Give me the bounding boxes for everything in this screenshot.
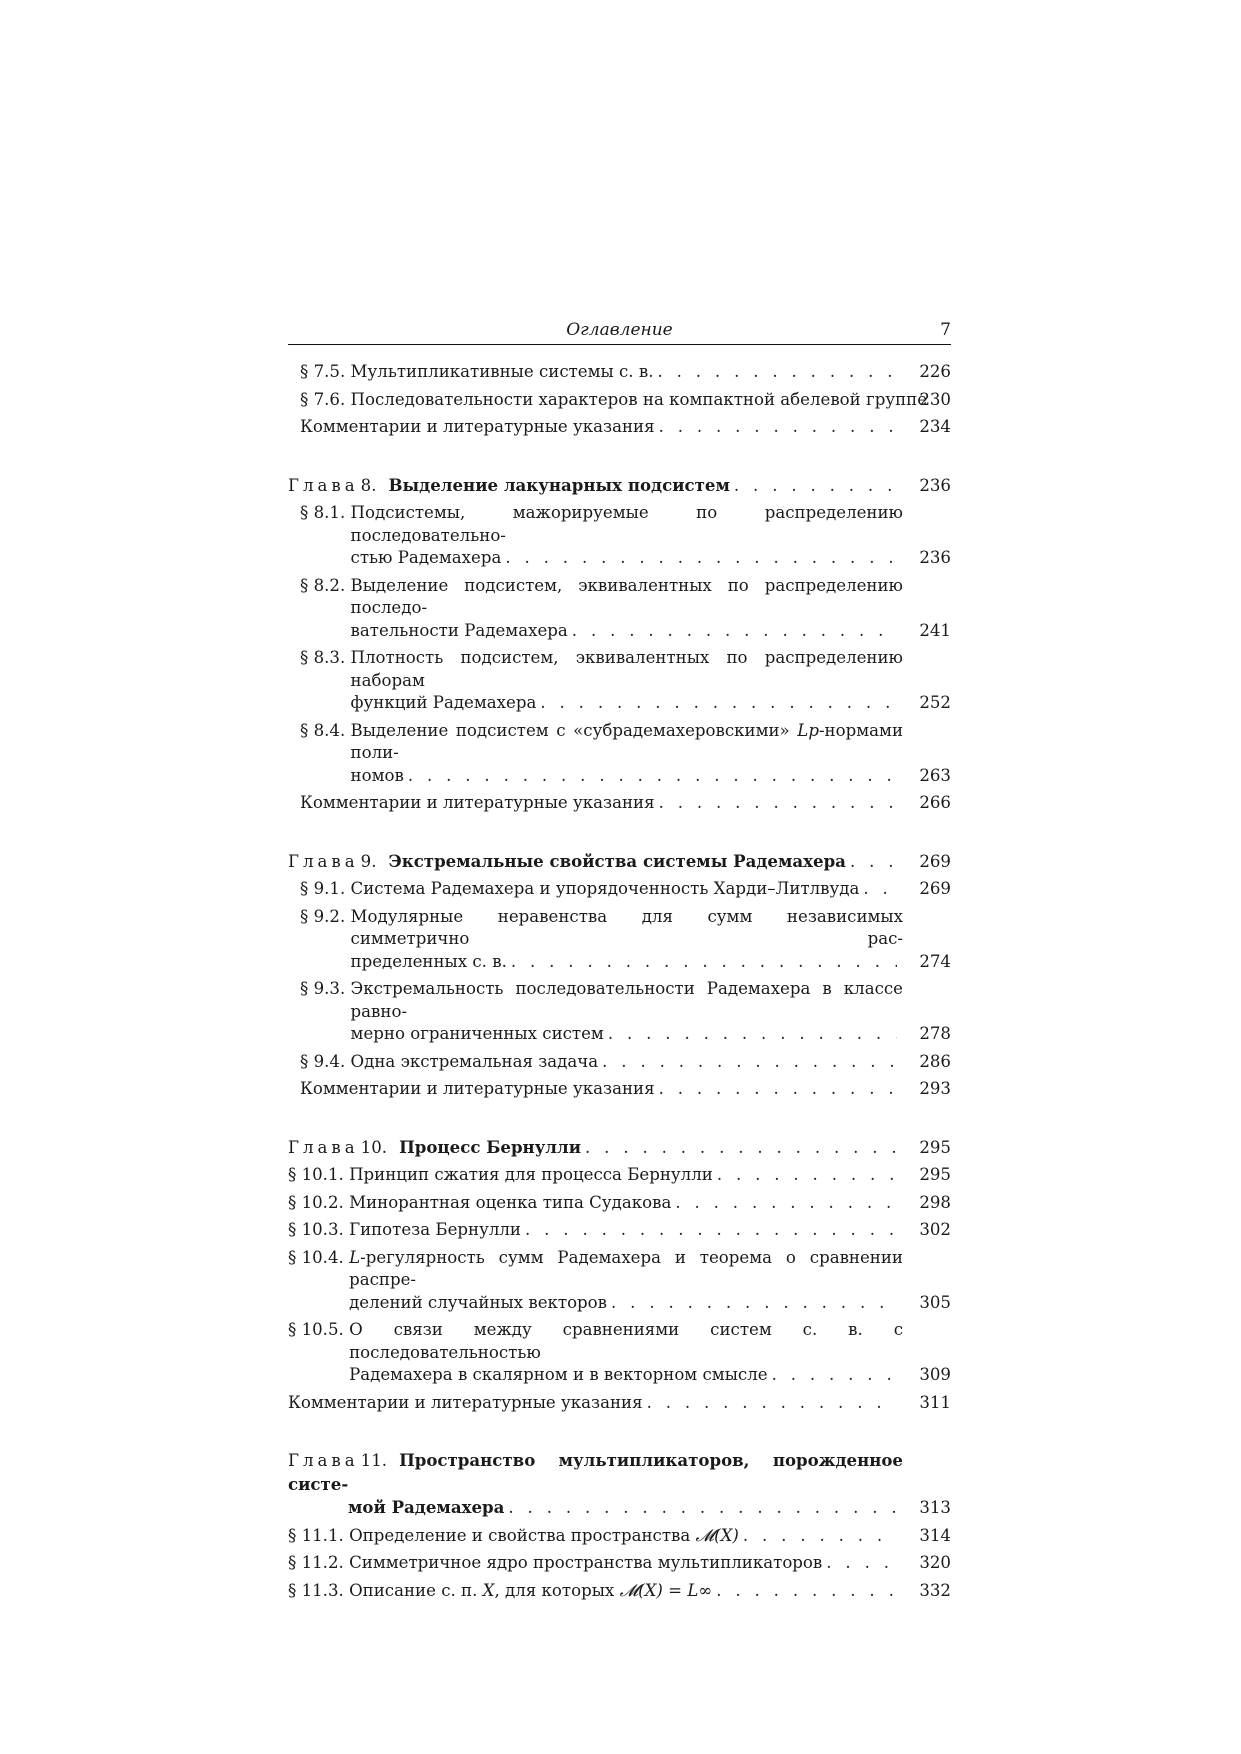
toc-entry-11-1[interactable]: § 11.1. Определение и свойства пространства 𝓜(X) . . . 314 [288, 1525, 951, 1548]
toc-chapter-11[interactable]: Глава 11. Пространство мультипликаторов, порожденное систе- мой Радемахера . . . 313 [288, 1449, 951, 1520]
toc-entry-10-3[interactable]: § 10.3. Гипотеза Бернулли . . . 302 [288, 1219, 951, 1242]
math-x: X [482, 1580, 495, 1600]
running-header [288, 318, 951, 345]
toc-page-number: 226 [919, 362, 951, 381]
toc-page-number: 234 [919, 417, 951, 436]
chapter-title: Экстремальные свойства системы Радемахера [388, 850, 846, 871]
toc-entry-comments-8[interactable]: Комментарии и литературные указания . . . 266 [288, 792, 951, 815]
toc-entry-8-2[interactable]: § 8.2. Выделение подсистем, эквивалентных по распределению последо- вательности Радемахера . . . 241 [288, 575, 951, 643]
toc-page-number: 302 [919, 1220, 951, 1239]
toc-page-number: 236 [919, 548, 951, 567]
toc-page-number: 241 [919, 620, 951, 640]
toc-entry-10-4[interactable]: § 10.4. L-регулярность сумм Радемахера и теорема о сравнении распре- делений случайных векторов . . . 305 [288, 1247, 951, 1315]
math-lp: Lp [797, 720, 819, 740]
toc-entry-9-4[interactable]: § 9.4. Одна экстремальная задача . . . 286 [288, 1051, 951, 1074]
header-page-number: 7 [940, 320, 951, 340]
toc-page-number: 311 [919, 1392, 951, 1412]
chapter-title: Выделение лакунарных подсистем [388, 474, 730, 495]
toc-chapter-9[interactable]: Глава 9. Экстремальные свойства системы Радемахера . . . 269 [288, 850, 951, 874]
toc-page-number: 269 [919, 851, 951, 871]
toc-page-number: 269 [919, 879, 951, 898]
toc-entry-11-3[interactable]: § 11.3. Описание с. п. X , для которых 𝓜(X) = L∞ . . . 332 [288, 1580, 951, 1603]
table-of-contents [288, 361, 951, 1602]
toc-entry-7-5[interactable]: § 7.5. Мультипликативные системы с. в. . . . 226 [288, 361, 951, 384]
toc-page-number: 293 [919, 1079, 951, 1098]
toc-entry-comments-7[interactable]: Комментарии и литературные указания . . . 234 [288, 416, 951, 439]
toc-chapter-10[interactable]: Глава 10. Процесс Бернулли . . . 295 [288, 1136, 951, 1160]
toc-entry-7-6[interactable]: § 7.6. Последовательности характеров на компактной абелевой группе 230 [288, 389, 951, 412]
toc-page-number: 320 [919, 1553, 951, 1572]
toc-chapter-8[interactable]: Глава 8. Выделение лакунарных подсистем . . . 236 [288, 474, 951, 498]
toc-entry-8-4[interactable]: § 8.4. Выделение подсистем с «субрадемахеровскими» Lp-нормами поли- номов . . . 263 [288, 720, 951, 788]
toc-page-number: 266 [919, 793, 951, 812]
toc-page-number: 295 [919, 1137, 951, 1157]
toc-entry-10-1[interactable]: § 10.1. Принцип сжатия для процесса Бернулли . . . 295 [288, 1164, 951, 1187]
toc-page-number: 309 [919, 1365, 951, 1384]
toc-entry-text: Последовательности характеров на компактной абелевой группе [350, 389, 928, 409]
toc-page-number: 252 [919, 693, 951, 712]
toc-page-number: 286 [919, 1051, 951, 1071]
toc-entry-text: Мультипликативные системы с. в. [350, 362, 654, 381]
toc-entry-9-3[interactable]: § 9.3. Экстремальность последовательности Радемахера в классе равно- мерно ограниченных систем . . . 278 [288, 978, 951, 1046]
toc-page-number: 278 [919, 1024, 951, 1043]
toc-entry-10-2[interactable]: § 10.2. Минорантная оценка типа Судакова . . . 298 [288, 1192, 951, 1215]
toc-entry-9-2[interactable]: § 9.2. Модулярные неравенства для сумм независимых симметрично рас- пределенных с. в. . . . 274 [288, 906, 951, 974]
chapter-title: Пространство мультипликаторов, порожденное систе- [288, 1450, 903, 1494]
toc-entry-9-1[interactable]: § 9.1. Система Радемахера и упорядоченность Харди–Литлвуда . . . 269 [288, 878, 951, 901]
toc-page-number: 332 [919, 1580, 951, 1600]
toc-entry-8-1[interactable]: § 8.1. Подсистемы, мажорируемые по распределению последовательно- стью Радемахера . . . 236 [288, 502, 951, 570]
toc-page [288, 318, 951, 1607]
toc-page-number: 274 [919, 951, 951, 971]
math-mx: 𝓜(X) [695, 1525, 739, 1545]
toc-entry-comments-10[interactable]: Комментарии и литературные указания . . . 311 [288, 1392, 951, 1415]
toc-page-number: 298 [919, 1192, 951, 1212]
toc-page-number: 305 [919, 1292, 951, 1312]
math-l: L [349, 1247, 361, 1267]
toc-page-number: 236 [919, 475, 951, 495]
toc-page-number: 313 [919, 1498, 951, 1517]
toc-entry-comments-9[interactable]: Комментарии и литературные указания . . . 293 [288, 1078, 951, 1101]
toc-page-number: 314 [919, 1525, 951, 1545]
chapter-title: Процесс Бернулли [399, 1136, 582, 1157]
toc-entry-10-5[interactable]: § 10.5. О связи между сравнениями систем с. в. с последовательностью Радемахера в скалярном и в векторном смысле . . . 309 [288, 1319, 951, 1387]
toc-page-number: 295 [919, 1165, 951, 1184]
toc-page-number: 263 [919, 765, 951, 785]
toc-entry-8-3[interactable]: § 8.3. Плотность подсистем, эквивалентных по распределению наборам функций Радемахера . . . 252 [288, 647, 951, 715]
toc-entry-11-2[interactable]: § 11.2. Симметричное ядро пространства мультипликаторов . . . 320 [288, 1552, 951, 1575]
toc-page-number: 230 [919, 389, 951, 409]
header-title: Оглавление [566, 320, 673, 340]
math-mx-eq-linf: 𝓜(X) = L∞ [619, 1580, 713, 1600]
